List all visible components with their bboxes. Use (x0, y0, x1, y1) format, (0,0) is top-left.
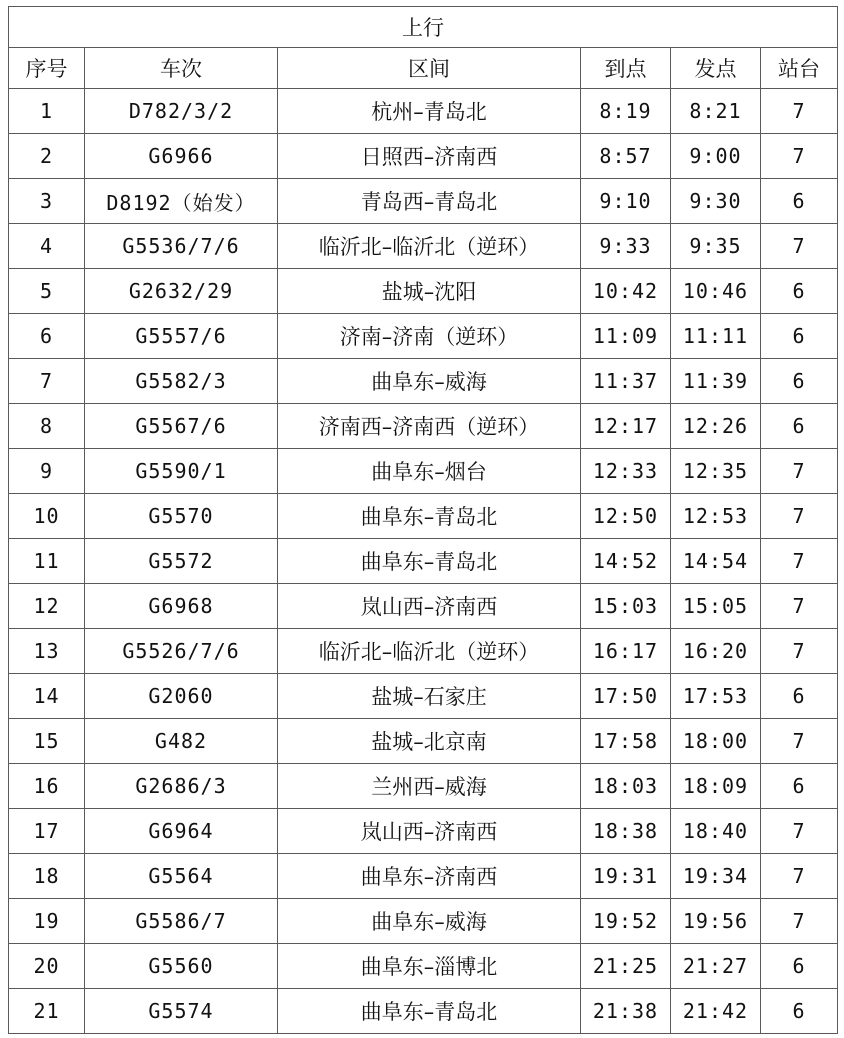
arrival-cell: 14:52 (581, 539, 671, 584)
platform-cell: 6 (761, 944, 838, 989)
route-cell: 盐城–石家庄 (278, 674, 581, 719)
train-number-cell: G5570 (85, 494, 278, 539)
platform-cell: 7 (761, 719, 838, 764)
header-platform: 站台 (761, 48, 838, 89)
train-number-cell: G5572 (85, 539, 278, 584)
index-cell: 18 (9, 854, 85, 899)
title-row (9, 7, 838, 48)
arrival-cell: 21:38 (581, 989, 671, 1034)
table-row (9, 764, 838, 809)
departure-cell: 16:20 (671, 629, 761, 674)
table-row (9, 404, 838, 449)
train-number-cell: G5567/6 (85, 404, 278, 449)
index-cell: 7 (9, 359, 85, 404)
train-number-cell: G5560 (85, 944, 278, 989)
train-number-cell: G5564 (85, 854, 278, 899)
route-cell: 曲阜东–青岛北 (278, 494, 581, 539)
departure-cell: 11:39 (671, 359, 761, 404)
route-cell: 曲阜东–济南西 (278, 854, 581, 899)
index-cell: 2 (9, 134, 85, 179)
arrival-cell: 12:17 (581, 404, 671, 449)
table-row (9, 314, 838, 359)
table-row (9, 539, 838, 584)
header-departure: 发点 (671, 48, 761, 89)
table-row (9, 944, 838, 989)
route-cell: 曲阜东–威海 (278, 359, 581, 404)
index-cell: 8 (9, 404, 85, 449)
table-row (9, 989, 838, 1034)
arrival-cell: 15:03 (581, 584, 671, 629)
arrival-cell: 11:37 (581, 359, 671, 404)
train-number-cell: G6968 (85, 584, 278, 629)
table-row (9, 179, 838, 224)
route-cell: 曲阜东–淄博北 (278, 944, 581, 989)
platform-cell: 6 (761, 674, 838, 719)
platform-cell: 7 (761, 809, 838, 854)
route-cell: 岚山西–济南西 (278, 809, 581, 854)
train-number-cell: D8192（始发） (85, 179, 278, 224)
platform-cell: 7 (761, 584, 838, 629)
departure-cell: 15:05 (671, 584, 761, 629)
train-number-cell: G5557/6 (85, 314, 278, 359)
header-arrival: 到点 (581, 48, 671, 89)
arrival-cell: 16:17 (581, 629, 671, 674)
index-cell: 12 (9, 584, 85, 629)
header-route: 区间 (278, 48, 581, 89)
route-cell: 曲阜东–青岛北 (278, 989, 581, 1034)
table-row (9, 134, 838, 179)
departure-cell: 17:53 (671, 674, 761, 719)
table-row (9, 359, 838, 404)
departure-cell: 11:11 (671, 314, 761, 359)
index-cell: 21 (9, 989, 85, 1034)
route-cell: 兰州西–威海 (278, 764, 581, 809)
table-row (9, 854, 838, 899)
arrival-cell: 19:52 (581, 899, 671, 944)
departure-cell: 10:46 (671, 269, 761, 314)
departure-cell: 21:42 (671, 989, 761, 1034)
schedule-rows (9, 89, 838, 1034)
index-cell: 10 (9, 494, 85, 539)
route-cell: 曲阜东–青岛北 (278, 539, 581, 584)
index-cell: 14 (9, 674, 85, 719)
train-number-cell: G6964 (85, 809, 278, 854)
route-cell: 曲阜东–威海 (278, 899, 581, 944)
train-number-cell: G2632/29 (85, 269, 278, 314)
arrival-cell: 12:50 (581, 494, 671, 539)
departure-cell: 12:35 (671, 449, 761, 494)
arrival-cell: 18:38 (581, 809, 671, 854)
route-cell: 曲阜东–烟台 (278, 449, 581, 494)
index-cell: 17 (9, 809, 85, 854)
index-cell: 5 (9, 269, 85, 314)
platform-cell: 6 (761, 269, 838, 314)
table-row (9, 674, 838, 719)
arrival-cell: 11:09 (581, 314, 671, 359)
index-cell: 19 (9, 899, 85, 944)
train-number-cell: G5574 (85, 989, 278, 1034)
index-cell: 4 (9, 224, 85, 269)
arrival-cell: 9:10 (581, 179, 671, 224)
table-row (9, 584, 838, 629)
route-cell: 盐城–沈阳 (278, 269, 581, 314)
platform-cell: 7 (761, 899, 838, 944)
index-cell: 11 (9, 539, 85, 584)
platform-cell: 6 (761, 359, 838, 404)
train-number-cell: G482 (85, 719, 278, 764)
train-schedule-table (8, 6, 838, 1034)
arrival-cell: 9:33 (581, 224, 671, 269)
table-row (9, 89, 838, 134)
index-cell: 9 (9, 449, 85, 494)
route-cell: 日照西–济南西 (278, 134, 581, 179)
platform-cell: 7 (761, 134, 838, 179)
route-cell: 杭州–青岛北 (278, 89, 581, 134)
departure-cell: 8:21 (671, 89, 761, 134)
departure-cell: 21:27 (671, 944, 761, 989)
departure-cell: 18:40 (671, 809, 761, 854)
platform-cell: 6 (761, 989, 838, 1034)
platform-cell: 7 (761, 449, 838, 494)
table-row (9, 629, 838, 674)
platform-cell: 6 (761, 179, 838, 224)
train-number-cell: G5536/7/6 (85, 224, 278, 269)
platform-cell: 7 (761, 539, 838, 584)
train-number-cell: G5582/3 (85, 359, 278, 404)
platform-cell: 6 (761, 314, 838, 359)
departure-cell: 9:30 (671, 179, 761, 224)
departure-cell: 12:26 (671, 404, 761, 449)
index-cell: 6 (9, 314, 85, 359)
departure-cell: 14:54 (671, 539, 761, 584)
train-number-cell: G5586/7 (85, 899, 278, 944)
arrival-cell: 8:19 (581, 89, 671, 134)
departure-cell: 12:53 (671, 494, 761, 539)
platform-cell: 7 (761, 89, 838, 134)
train-number-cell: G6966 (85, 134, 278, 179)
index-cell: 1 (9, 89, 85, 134)
departure-cell: 18:09 (671, 764, 761, 809)
arrival-cell: 19:31 (581, 854, 671, 899)
table-row (9, 224, 838, 269)
table-row (9, 269, 838, 314)
route-cell: 济南西–济南西（逆环） (278, 404, 581, 449)
table-row (9, 899, 838, 944)
header-row (9, 48, 838, 89)
schedule-container (8, 6, 838, 1034)
train-number-cell: G2060 (85, 674, 278, 719)
table-row (9, 809, 838, 854)
arrival-cell: 18:03 (581, 764, 671, 809)
departure-cell: 9:35 (671, 224, 761, 269)
platform-cell: 6 (761, 764, 838, 809)
departure-cell: 18:00 (671, 719, 761, 764)
route-cell: 岚山西–济南西 (278, 584, 581, 629)
platform-cell: 6 (761, 404, 838, 449)
table-row (9, 449, 838, 494)
route-cell: 临沂北–临沂北（逆环） (278, 629, 581, 674)
departure-cell: 19:34 (671, 854, 761, 899)
header-train-number: 车次 (85, 48, 278, 89)
route-cell: 临沂北–临沂北（逆环） (278, 224, 581, 269)
index-cell: 13 (9, 629, 85, 674)
train-number-cell: G5590/1 (85, 449, 278, 494)
index-cell: 3 (9, 179, 85, 224)
route-cell: 济南–济南（逆环） (278, 314, 581, 359)
arrival-cell: 8:57 (581, 134, 671, 179)
platform-cell: 7 (761, 224, 838, 269)
departure-cell: 19:56 (671, 899, 761, 944)
table-row (9, 719, 838, 764)
arrival-cell: 17:50 (581, 674, 671, 719)
arrival-cell: 10:42 (581, 269, 671, 314)
route-cell: 青岛西–青岛北 (278, 179, 581, 224)
table-row (9, 494, 838, 539)
route-cell: 盐城–北京南 (278, 719, 581, 764)
arrival-cell: 17:58 (581, 719, 671, 764)
index-cell: 20 (9, 944, 85, 989)
table-title: 上行 (9, 7, 838, 48)
departure-cell: 9:00 (671, 134, 761, 179)
index-cell: 16 (9, 764, 85, 809)
platform-cell: 7 (761, 494, 838, 539)
header-index: 序号 (9, 48, 85, 89)
platform-cell: 7 (761, 854, 838, 899)
train-number-cell: D782/3/2 (85, 89, 278, 134)
train-number-cell: G2686/3 (85, 764, 278, 809)
arrival-cell: 21:25 (581, 944, 671, 989)
platform-cell: 7 (761, 629, 838, 674)
train-number-cell: G5526/7/6 (85, 629, 278, 674)
arrival-cell: 12:33 (581, 449, 671, 494)
index-cell: 15 (9, 719, 85, 764)
